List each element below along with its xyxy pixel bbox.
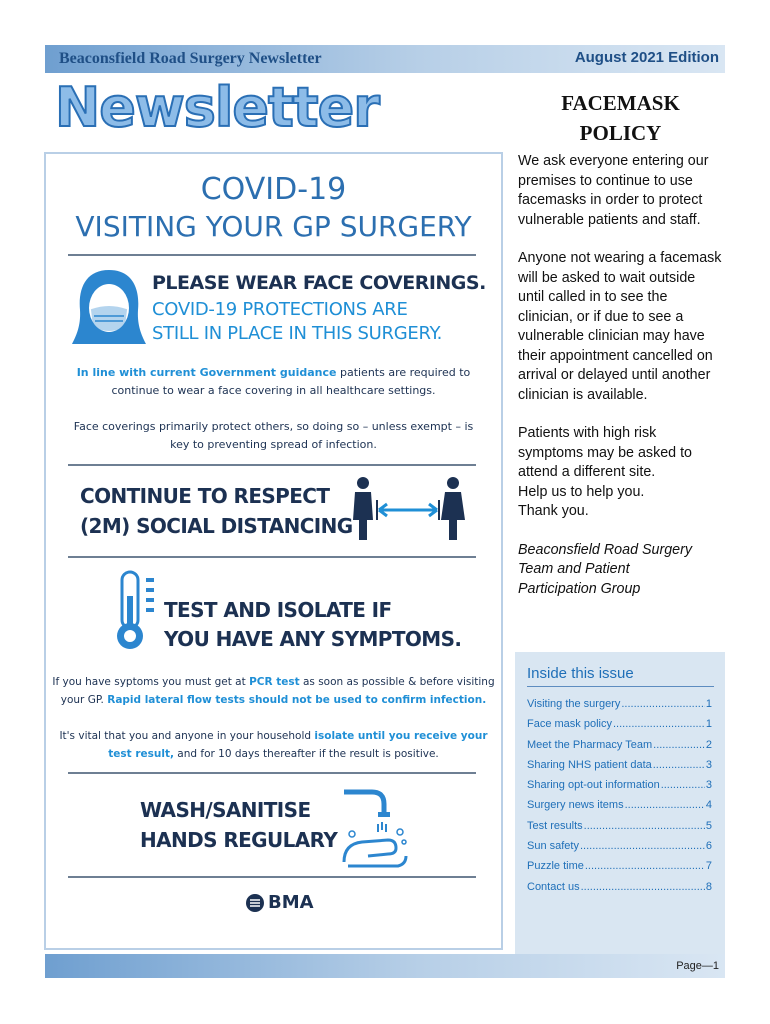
help-line: Help us to help you. <box>518 483 645 500</box>
bma-logo-text: BMA <box>268 892 314 913</box>
toc-item[interactable] <box>527 880 712 900</box>
facemask-policy <box>518 88 723 599</box>
toc-item-label: Sharing opt-out information <box>527 779 660 792</box>
toc-item-page: 4 <box>705 799 712 812</box>
toc-item[interactable] <box>527 697 712 717</box>
poster-heading-1: COVID-19 <box>200 172 347 207</box>
protect-text-1: Face coverings primarily protect others, so doing so – unless exempt – is <box>73 420 474 433</box>
policy-paragraph-1: We ask everyone entering our premises to continue to use facemasks in order to protect vulnerable patients and staff. <box>518 153 709 228</box>
toc-leader <box>581 880 705 900</box>
pcr-text-a: If you have syptoms you must get at <box>52 676 250 688</box>
masthead: Newsletter <box>55 76 379 139</box>
toc-list <box>527 697 712 900</box>
toc-item[interactable] <box>527 859 712 879</box>
page-number: Page—1 <box>676 960 719 972</box>
test-line-1: TEST AND ISOLATE IF <box>164 598 392 622</box>
divider <box>68 556 476 558</box>
distancing-line-2: (2M) SOCIAL DISTANCING <box>80 514 353 538</box>
covid-poster <box>44 152 503 950</box>
toc-leader <box>584 819 705 839</box>
toc-item-label: Face mask policy <box>527 718 612 731</box>
divider <box>68 464 476 466</box>
toc-item-label: Contact us <box>527 880 580 893</box>
edition-label: August 2021 Edition <box>574 49 719 66</box>
toc-item[interactable] <box>527 819 712 839</box>
isolate-text-d: and for 10 days thereafter if the result is positive. <box>173 748 439 760</box>
hand-wash-icon <box>338 782 412 868</box>
toc-item-label: Sharing NHS patient data <box>527 758 652 771</box>
toc-item-label: Puzzle time <box>527 860 584 873</box>
toc-leader <box>613 717 705 737</box>
toc-item-page: 3 <box>705 758 712 771</box>
toc-item-page: 7 <box>705 860 712 873</box>
protections-line-1: COVID-19 PROTECTIONS ARE <box>152 299 408 320</box>
wash-line-1: WASH/SANITISE <box>140 798 311 822</box>
toc-heading: Inside this issue <box>527 665 634 682</box>
signature-line-1: Beaconsfield Road Surgery <box>518 541 693 558</box>
toc-leader <box>625 798 705 818</box>
toc-item-page: 5 <box>705 819 712 832</box>
toc-item-label: Test results <box>527 819 583 832</box>
bma-logo-icon <box>245 893 265 913</box>
toc-leader <box>621 697 705 717</box>
isolate-highlight: isolate until you receive your <box>314 730 488 742</box>
divider <box>68 254 476 256</box>
toc-item-page: 2 <box>705 738 712 751</box>
social-distancing-icon <box>349 476 467 542</box>
toc-item[interactable] <box>527 778 712 798</box>
inside-this-issue <box>515 652 725 954</box>
header-band <box>45 45 725 73</box>
pcr-text-d: your GP. <box>60 694 108 706</box>
bma-logo <box>245 892 314 913</box>
policy-paragraph-2: Anyone not wearing a facemask will be asked to wait outside until called in to see the clinician, or if due to see a vulnerable clinician may have their appointment cancelled on arrival or delayed until another clinician is available. <box>518 250 722 403</box>
test-result-highlight: test result, <box>108 748 174 760</box>
toc-item[interactable] <box>527 717 712 737</box>
face-mask-person-icon <box>70 266 148 350</box>
guidance-text-2: continue to wear a face covering in all healthcare settings. <box>111 384 436 397</box>
pcr-highlight: PCR test <box>249 676 300 688</box>
divider <box>68 772 476 774</box>
lateral-flow-warning: Rapid lateral flow tests should not be used to confirm infection. <box>107 694 487 706</box>
policy-paragraph-3: Patients with high risk symptoms may be asked to attend a different site. <box>518 425 693 480</box>
toc-item[interactable] <box>527 738 712 758</box>
facemask-title-1: FACEMASK <box>561 91 680 115</box>
wash-line-2: HANDS REGULARY <box>140 828 338 852</box>
protections-line-2: STILL IN PLACE IN THIS SURGERY. <box>152 323 442 344</box>
newsletter-title: Beaconsfield Road Surgery Newsletter <box>59 50 322 67</box>
toc-item-label: Surgery news items <box>527 799 624 812</box>
footer-band <box>45 954 725 978</box>
thank-you-line: Thank you. <box>518 503 589 519</box>
toc-item-page: 1 <box>705 698 712 710</box>
toc-leader <box>653 758 705 778</box>
isolate-text-a: It's vital that you and anyone in your household <box>59 730 315 742</box>
divider <box>68 876 476 878</box>
guidance-text: patients are required to <box>336 366 471 379</box>
face-coverings-title: PLEASE WEAR FACE COVERINGS. <box>152 272 486 294</box>
toc-leader <box>580 839 705 859</box>
poster-heading-2: VISITING YOUR GP SURGERY <box>75 210 472 243</box>
distancing-line-1: CONTINUE TO RESPECT <box>80 484 330 508</box>
toc-item-page: 8 <box>705 880 712 893</box>
protect-text-2: key to preventing spread of infection. <box>170 438 377 451</box>
toc-leader <box>661 778 705 798</box>
facemask-title-2: POLICY <box>579 121 662 145</box>
toc-item-label: Sun safety <box>527 840 579 853</box>
toc-item-label: Visiting the surgery <box>527 698 621 710</box>
toc-item-label: Meet the Pharmacy Team <box>527 738 653 751</box>
pcr-text-c: as soon as possible & before visiting <box>299 676 495 688</box>
toc-item[interactable] <box>527 798 712 818</box>
toc-item-page: 6 <box>705 840 712 853</box>
test-line-2: YOU HAVE ANY SYMPTOMS. <box>164 627 462 651</box>
thermometer-icon <box>114 570 158 652</box>
toc-item-page: 1 <box>705 718 712 731</box>
signature-line-2: Team and Patient <box>518 561 630 577</box>
toc-leader <box>585 859 705 879</box>
signature-line-3: Participation Group <box>518 580 641 597</box>
toc-item[interactable] <box>527 839 712 859</box>
toc-item-page: 3 <box>705 779 712 792</box>
toc-leader <box>653 738 705 758</box>
guidance-highlight: In line with current Government guidance <box>76 366 337 379</box>
toc-item[interactable] <box>527 758 712 778</box>
toc-divider <box>527 686 714 687</box>
